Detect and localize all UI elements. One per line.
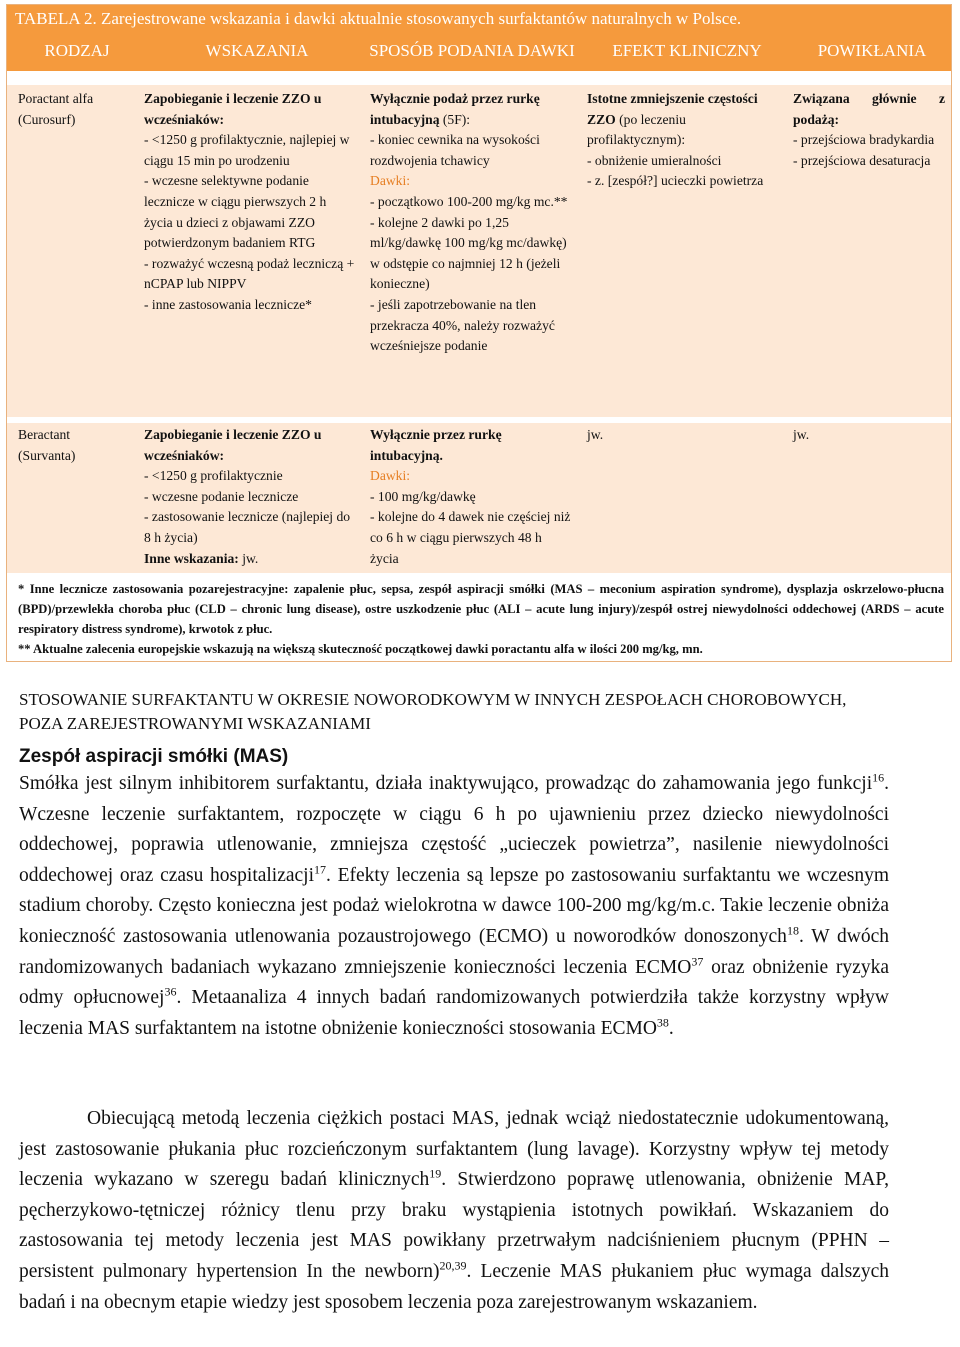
citation-ref: 37: [691, 954, 704, 969]
dose-item: - jeśli zapotrzebowanie na tlen przekracza 40%, należy rozważyć wcześniejsze podanie: [370, 296, 555, 354]
text-run: . W dwóch randomizowanych badaniach wykazano zmniejszenie konieczności leczenia ECMO: [19, 925, 889, 978]
cell-efekt-kliniczny: jw.: [587, 427, 604, 442]
header-rodzaj: RODZAJ: [44, 41, 110, 60]
footnote-2: ** Aktualne zalecenia europejskie wskazują na większą skuteczność początkowej dawki poractantu alfa w ilości 200 mg/kg, mn.: [18, 642, 703, 656]
cell-efekt-kliniczny: [587, 89, 785, 192]
indication-heading: Zapobieganie i leczenie ZZO u wcześniaków:: [144, 91, 322, 127]
cell-sposob-podania: [370, 89, 572, 357]
text-run: . Stwierdzono poprawę utlenowania, obniżenie MAP, pęcherzykowo-tętniczej różnicy tlenu przy braku wystąpienia istotnych powikłań. Wskazaniem do zastosowania tej metody leczenia jest MAS powikłany przetrwałym nadciśnieniem płucnym (PPHN – persistent pulmonary hypertension In the newborn): [19, 1169, 889, 1282]
complication-heading: Związana głównie z podażą:: [793, 91, 945, 127]
text-run: .: [668, 1017, 674, 1039]
header-powiklania: POWIKŁANIA: [817, 41, 927, 60]
text-run: Smółka jest silnym inhibitorem surfaktantu, działa inaktywująco, prowadząc do zahamowania jego funkcji: [19, 773, 873, 794]
administration-bold: Wyłącznie podaż przez rurkę intubacyjną: [370, 91, 540, 127]
citation-ref: 19: [429, 1166, 442, 1181]
text-run: . Leczenie MAS płukaniem płuc wymaga dalszych badań i na obecnym etapie wiedzy jest sposobem leczenia poza zarejestrowanym wskazaniem.: [19, 1260, 889, 1313]
table-banner: [7, 5, 951, 71]
doses-label: Dawki:: [370, 173, 411, 189]
indication-item: - <1250 g profilaktycznie: [144, 468, 283, 484]
other-indications-value: jw.: [238, 550, 259, 566]
paragraph-2: [19, 1104, 889, 1318]
citation-ref: 16: [872, 770, 885, 785]
effect-item: - z. [zespół?] ucieczki powietrza: [587, 173, 764, 189]
administration-item: - koniec cewnika na wysokości rozdwojenia tchawicy: [370, 132, 540, 168]
indication-heading: Zapobieganie i leczenie ZZO u wcześniaków:: [144, 427, 322, 463]
cell-rodzaj: [18, 89, 138, 130]
indication-item: - <1250 g profilaktycznie, najlepiej w ciągu 15 min po urodzeniu: [144, 132, 350, 168]
cell-powiklania: [793, 89, 945, 171]
complication-item: - przejściowa desaturacja: [793, 152, 931, 168]
doses-label: Dawki:: [370, 468, 411, 484]
cell-wskazania: [144, 425, 356, 569]
table-row-beractant: [7, 423, 951, 573]
cell-wskazania: [144, 89, 356, 316]
header-sposob-podania: SPOSÓB PODANIA DAWKI: [369, 41, 575, 60]
effect-item: - obniżenie umieralności: [587, 152, 722, 168]
dose-item: - kolejne do 4 dawek nie częściej niż co 6 h w ciągu pierwszych 48 h życia: [370, 509, 571, 566]
administration-heading: Wyłącznie przez rurkę intubacyjną.: [370, 427, 502, 463]
section-heading: STOSOWANIE SURFAKTANTU W OKRESIE NOWORODKOWYM W INNYCH ZESPOŁACH CHOROBOWYCH, POZA ZAREJESTROWANYMI WSKAZANIAMI: [19, 690, 847, 733]
effect-note: (po leczeniu profilaktycznym):: [587, 111, 686, 148]
paragraph-1: [19, 769, 889, 1044]
citation-ref: 36: [164, 984, 177, 999]
drug-brand: (Curosurf): [18, 111, 76, 127]
complication-item: - przejściowa bradykardia: [793, 132, 935, 148]
surfactant-table: [6, 4, 952, 662]
citation-ref: 17: [314, 862, 327, 877]
cell-sposob-podania: [370, 425, 572, 569]
header-wskazania: WSKAZANIA: [205, 41, 309, 60]
drug-name: Poractant alfa: [18, 91, 94, 106]
indication-item: - wczesne selektywne podanie lecznicze w ciągu pierwszych 2 h życia u dzieci z objawami ZZO potwierdzonym badaniem RTG: [144, 173, 327, 251]
effect-heading: [587, 89, 785, 151]
indication-item: - zastosowanie lecznicze (najlepiej do 8 h życia): [144, 509, 351, 545]
indication-item: - rozważyć wczesną podaż leczniczą + nCPAP lub NIPPV: [144, 255, 355, 292]
effect-bold: Istotne zmniejszenie częstości ZZO: [587, 91, 758, 127]
section-subheading: Zespół aspiracji smółki (MAS): [19, 746, 289, 767]
dose-item: - 100 mg/kg/dawkę: [370, 488, 476, 504]
text-run: oraz obniżenie ryzyka odmy opłucnowej: [19, 956, 889, 1009]
citation-ref: 38: [656, 1015, 669, 1030]
text-run: . Metaanaliza 4 innych badań randomizowanych potwierdziła także korzystny wpływ leczenia MAS surfaktantem na istotne obniżenie konieczności stosowania ECMO: [19, 987, 889, 1039]
other-indications-label: Inne wskazania:: [144, 550, 239, 566]
table-title: TABELA 2. Zarejestrowane wskazania i dawki aktualnie stosowanych surfaktantów naturalnych w Polsce.: [15, 9, 742, 28]
dose-item: - kolejne 2 dawki po 1,25 ml/kg/dawkę 100 mg/kg mc/dawkę) w odstępie co najmniej 12 h (jeżeli konieczne): [370, 214, 567, 292]
drug-name: Beractant: [18, 427, 71, 442]
table-footnotes: [18, 579, 944, 659]
text-run: Obiecującą metodą leczenia ciężkich postaci MAS, jednak wciąż niedostatecznie udokumentowaną, jest zastosowanie płukania płuc rozcieńczonym surfaktantem (lung lavage). Korzystny wpływ tej metody leczenia wykazano w szeregu badań klinicznych: [19, 1108, 889, 1191]
cell-powiklania: jw.: [793, 427, 810, 442]
footnote-1: * Inne lecznicze zastosowania pozarejestracyjne: zapalenie płuc, sepsa, zespół aspiracji smółki (MAS – meconium aspiration syndrome), dysplazja oskrzelowo-płucna (BPD)/przewlekła choroba płuc (CLD – chronic lung disease), ostre uszkodzenie płuc (ALI – acute lung injury)/zespół ostrej niewydolności oddechowej (ARDS – acute respiratory distress syndrome), krwotok z płuc.: [18, 582, 944, 636]
table-row-poractant: [7, 85, 951, 417]
other-indications: [144, 549, 356, 570]
citation-ref: 20,39: [439, 1258, 467, 1273]
indication-item: - inne zastosowania lecznicze*: [144, 296, 312, 312]
cell-rodzaj: [18, 425, 138, 466]
administration-note: (5F):: [439, 111, 471, 127]
text-run: . Efekty leczenia są lepsze po zastosowaniu surfaktantu we wczesnym stadium choroby. Często konieczna jest podaż wielokrotna w dawce 100-200 mg/kg/m.c. Takie leczenie obniża konieczność zastosowania utlenowania pozaustrojowego (ECMO) u noworodków donoszonych: [19, 864, 889, 947]
dose-item: - początkowo 100-200 mg/kg mc.**: [370, 193, 568, 209]
header-efekt-kliniczny: EFEKT KLINICZNY: [612, 41, 762, 60]
text-run: . Wczesne leczenie surfaktantem, rozpoczęte w ciągu 6 h po ujawnieniu przez dziecko niewydolności oddechowej, poprawia utlenowanie, zmniejsza częstość „ucieczek powietrza”, nasilenie niewydolności oddechowej oraz czasu hospitalizacji: [19, 773, 889, 886]
citation-ref: 18: [786, 923, 799, 938]
indication-item: - wczesne podanie lecznicze: [144, 488, 299, 504]
administration-heading: [370, 89, 572, 130]
drug-brand: (Survanta): [18, 447, 76, 463]
